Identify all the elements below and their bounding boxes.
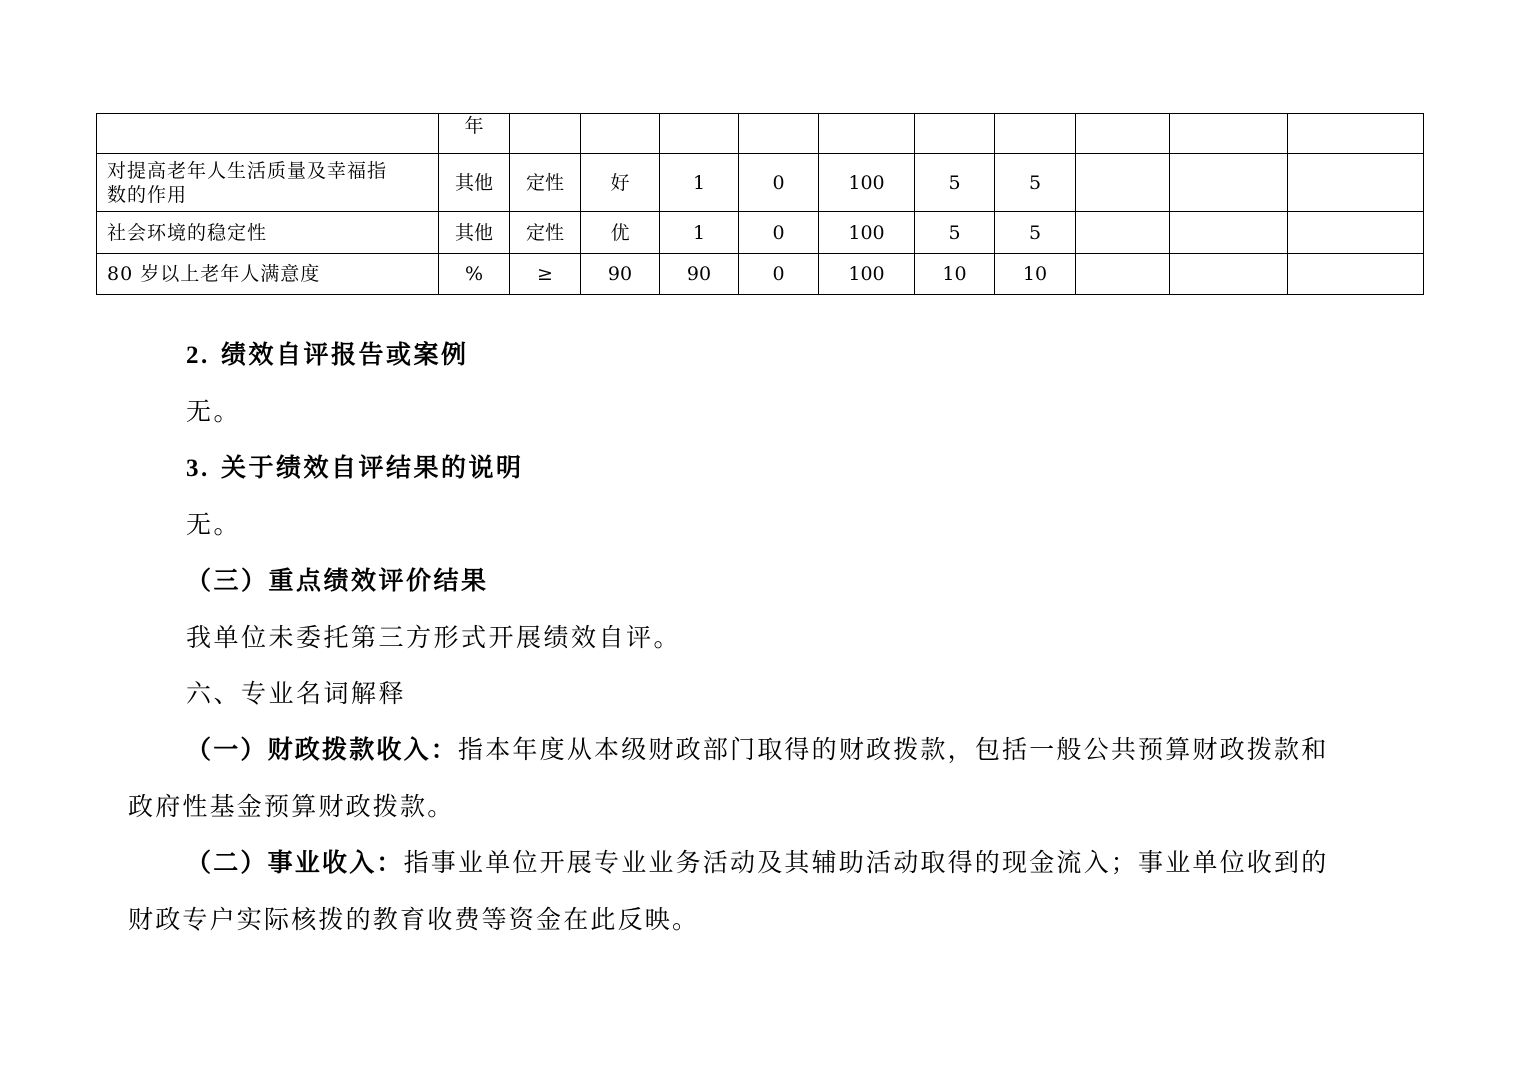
target-value-cell [581, 114, 660, 154]
term-fiscal-appropriation-label: （一）财政拨款收入： [186, 735, 459, 764]
section-3-heading [186, 448, 523, 484]
operator-cell: 定性 [510, 212, 581, 254]
table-cell [1288, 154, 1424, 212]
table-cell [1170, 254, 1288, 295]
indicator-name-cell [97, 154, 439, 212]
actual-value-cell: 90 [660, 254, 739, 295]
key-evaluation-heading: （三）重点绩效评价结果 [186, 566, 489, 595]
section-3-body: 无。 [186, 510, 242, 539]
term-business-income [186, 843, 1328, 879]
indicator-name-cell [97, 114, 439, 154]
section-2-number: 2. [186, 342, 210, 369]
table-cell [1170, 114, 1288, 154]
indicator-name-cell: 80 岁以上老年人满意度 [97, 254, 439, 295]
target-value-cell: 好 [581, 154, 660, 212]
operator-cell [510, 114, 581, 154]
term-fiscal-appropriation-definition: 指本年度从本级财政部门取得的财政拨款，包括一般公共预算财政拨款和 [458, 735, 1329, 764]
table-cell [1076, 212, 1170, 254]
term-fiscal-appropriation [186, 730, 1328, 766]
section-3-title: 关于绩效自评结果的说明 [220, 453, 524, 482]
table-cell: 5 [915, 212, 995, 254]
actual-value-cell: 1 [660, 154, 739, 212]
table-cell [1076, 114, 1170, 154]
table-cell [1288, 212, 1424, 254]
table-cell [1076, 254, 1170, 295]
indicator-name-cell: 社会环境的稳定性 [97, 212, 439, 254]
table-cell [1288, 114, 1424, 154]
table-cell: 5 [915, 154, 995, 212]
table-cell: 100 [819, 212, 915, 254]
target-value-cell: 优 [581, 212, 660, 254]
actual-value-cell [660, 114, 739, 154]
table-cell [1170, 154, 1288, 212]
table-row [97, 114, 1424, 154]
table-row [97, 154, 1424, 212]
table-cell: 5 [995, 154, 1076, 212]
table-cell: 0 [739, 254, 819, 295]
table-cell: 5 [995, 212, 1076, 254]
indicator-name-line: 数的作用 [107, 183, 188, 206]
term-fiscal-appropriation-continued: 政府性基金预算财政拨款。 [128, 792, 455, 821]
operator-cell: 定性 [510, 154, 581, 212]
table-cell: 0 [739, 154, 819, 212]
table-cell: 10 [995, 254, 1076, 295]
performance-indicator-table [96, 113, 1424, 295]
unit-cell: 其他 [439, 154, 510, 212]
operator-cell: ≥ [510, 254, 581, 295]
table-cell [1076, 154, 1170, 212]
table-cell [915, 114, 995, 154]
table-cell [995, 114, 1076, 154]
table-cell: 100 [819, 254, 915, 295]
key-evaluation-body: 我单位未委托第三方形式开展绩效自评。 [186, 623, 682, 652]
table-cell [1288, 254, 1424, 295]
term-business-income-definition: 指事业单位开展专业业务活动及其辅助活动取得的现金流入；事业单位收到的 [403, 848, 1329, 877]
table-cell [1170, 212, 1288, 254]
glossary-heading: 六、专业名词解释 [186, 679, 407, 708]
indicator-name-line: 对提高老年人生活质量及幸福指 [107, 159, 388, 182]
table-cell: 10 [915, 254, 995, 295]
section-2-title: 绩效自评报告或案例 [220, 340, 469, 369]
table-cell [819, 114, 915, 154]
term-business-income-label: （二）事业收入： [186, 848, 404, 877]
table-row [97, 254, 1424, 295]
section-3-number: 3. [186, 455, 210, 482]
section-2-heading [186, 335, 468, 371]
target-value-cell: 90 [581, 254, 660, 295]
actual-value-cell: 1 [660, 212, 739, 254]
table-row [97, 212, 1424, 254]
unit-cell: 其他 [439, 212, 510, 254]
term-business-income-continued: 财政专户实际核拨的教育收费等资金在此反映。 [128, 905, 700, 934]
table-cell [739, 114, 819, 154]
table-cell: 0 [739, 212, 819, 254]
unit-cell: % [439, 254, 510, 295]
section-2-body: 无。 [186, 397, 242, 426]
table-cell: 100 [819, 154, 915, 212]
unit-cell: 年 [439, 114, 510, 154]
